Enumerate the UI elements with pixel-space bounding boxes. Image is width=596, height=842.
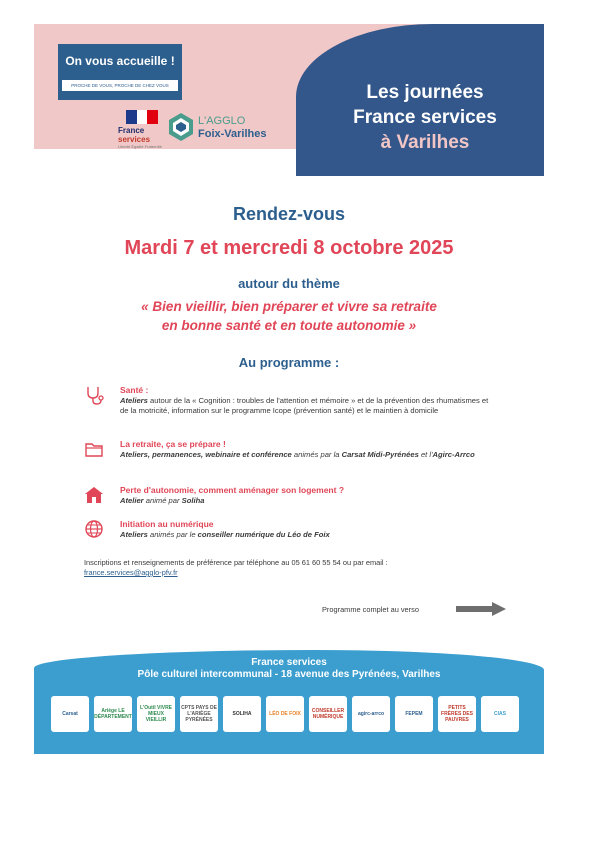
program-item-desc xyxy=(120,530,494,540)
desc-lead: Atelier xyxy=(120,496,144,505)
contact-text: Inscriptions et renseignements de préférence par téléphone au 05 61 60 55 54 ou par email : xyxy=(84,558,388,567)
event-title-line3: à Varilhes xyxy=(380,132,470,153)
event-title xyxy=(320,80,530,155)
program-item-title: Initiation au numérique xyxy=(120,519,214,529)
event-title-line1: Les journées xyxy=(366,82,484,103)
desc-text: et l' xyxy=(418,450,433,459)
partner-logo: PETITS FRÈRES DES PAUVRES xyxy=(438,696,476,732)
partner-logo: Ariège LE DÉPARTEMENT xyxy=(94,696,132,732)
program-item-desc xyxy=(120,496,494,506)
partner-logo: CPTS PAYS DE L'ARIÈGE PYRÉNÉES xyxy=(180,696,218,732)
partner-logo: Carsat xyxy=(51,696,89,732)
theme-quote-line2: en bonne santé et en toute autonomie » xyxy=(161,318,417,333)
program-item-title: Perte d'autonomie, comment aménager son logement ? xyxy=(120,485,345,495)
desc-lead: Ateliers, permanences, webinaire et conférence xyxy=(120,450,292,459)
theme-quote xyxy=(74,297,504,335)
house-icon xyxy=(84,485,104,505)
fs-logo-motto: Liberté Égalité Fraternité xyxy=(118,144,162,149)
folder-icon xyxy=(84,439,104,459)
partner-logo: LÉO DE FOIX xyxy=(266,696,304,732)
stethoscope-icon xyxy=(84,385,104,405)
french-flag-icon xyxy=(126,110,158,124)
partner-logo: CIAS xyxy=(481,696,519,732)
france-services-logo xyxy=(118,110,166,152)
program-item-title: La retraite, ça se prépare ! xyxy=(120,439,226,449)
contact-info xyxy=(84,558,504,578)
footer-title: France services xyxy=(251,657,327,668)
arrow-right-icon xyxy=(456,602,506,616)
program-item-desc xyxy=(120,396,494,417)
poster xyxy=(34,24,544,754)
program-item-title: Santé : xyxy=(120,385,149,395)
desc-text: animés par le xyxy=(147,530,198,539)
agglo-mark-icon xyxy=(168,112,194,142)
agglo-foix-varilhes-logo xyxy=(168,112,280,148)
desc-org: Agirc-Arrco xyxy=(432,450,475,459)
verso-note: Programme complet au verso xyxy=(322,605,419,614)
partner-logo: FEPEM xyxy=(395,696,433,732)
desc-org: Soliha xyxy=(181,496,205,505)
program-heading: Au programme : xyxy=(238,355,340,370)
partner-logo: L'Outil VIVRE MIEUX VIEILLIR xyxy=(137,696,175,732)
desc-org: Carsat Midi-Pyrénées xyxy=(341,450,419,459)
agglo-line1: L'AGGLO xyxy=(198,115,246,127)
desc-text: animés par la xyxy=(291,450,342,459)
badge-title: On vous accueille ! xyxy=(65,54,175,68)
theme-intro: autour du thème xyxy=(238,276,340,291)
theme-quote-line1: « Bien vieillir, bien préparer et vivre sa retraite xyxy=(141,299,437,314)
event-title-line2: France services xyxy=(353,107,497,128)
desc-text: autour de la « Cognition : troubles de l'attention et mémoire » et de la prévention des rhumatismes et de la motricité, information sur le programme Icope (prévention santé) et le maintien à domicile xyxy=(120,396,489,416)
desc-lead: Ateliers xyxy=(120,530,148,539)
on-vous-accueille-badge xyxy=(58,44,182,100)
partner-logo: SOLIHA xyxy=(223,696,261,732)
fs-logo-line1: France xyxy=(118,126,145,135)
desc-text: animé par xyxy=(143,496,182,505)
globe-icon xyxy=(84,519,104,539)
desc-lead: Ateliers xyxy=(120,396,148,405)
fs-logo-line2: services xyxy=(118,135,151,144)
desc-org: conseiller numérique du Léo de Foix xyxy=(197,530,330,539)
partner-logo: agirc-arrco xyxy=(352,696,390,732)
partner-logos xyxy=(51,696,531,732)
contact-email-link[interactable]: france.services@agglo-pfv.fr xyxy=(84,568,178,577)
badge-subtitle: PROCHE DE VOUS, PROCHE DE CHEZ VOUS xyxy=(62,80,178,91)
agglo-line2: Foix-Varilhes xyxy=(198,128,267,140)
program-item-desc xyxy=(120,450,494,460)
footer-address: Pôle culturel intercommunal - 18 avenue des Pyrénées, Varilhes xyxy=(137,669,441,680)
rendez-vous-heading: Rendez-vous xyxy=(232,204,346,224)
partner-logo: CONSEILLER NUMÉRIQUE xyxy=(309,696,347,732)
event-dates: Mardi 7 et mercredi 8 octobre 2025 xyxy=(124,237,454,259)
